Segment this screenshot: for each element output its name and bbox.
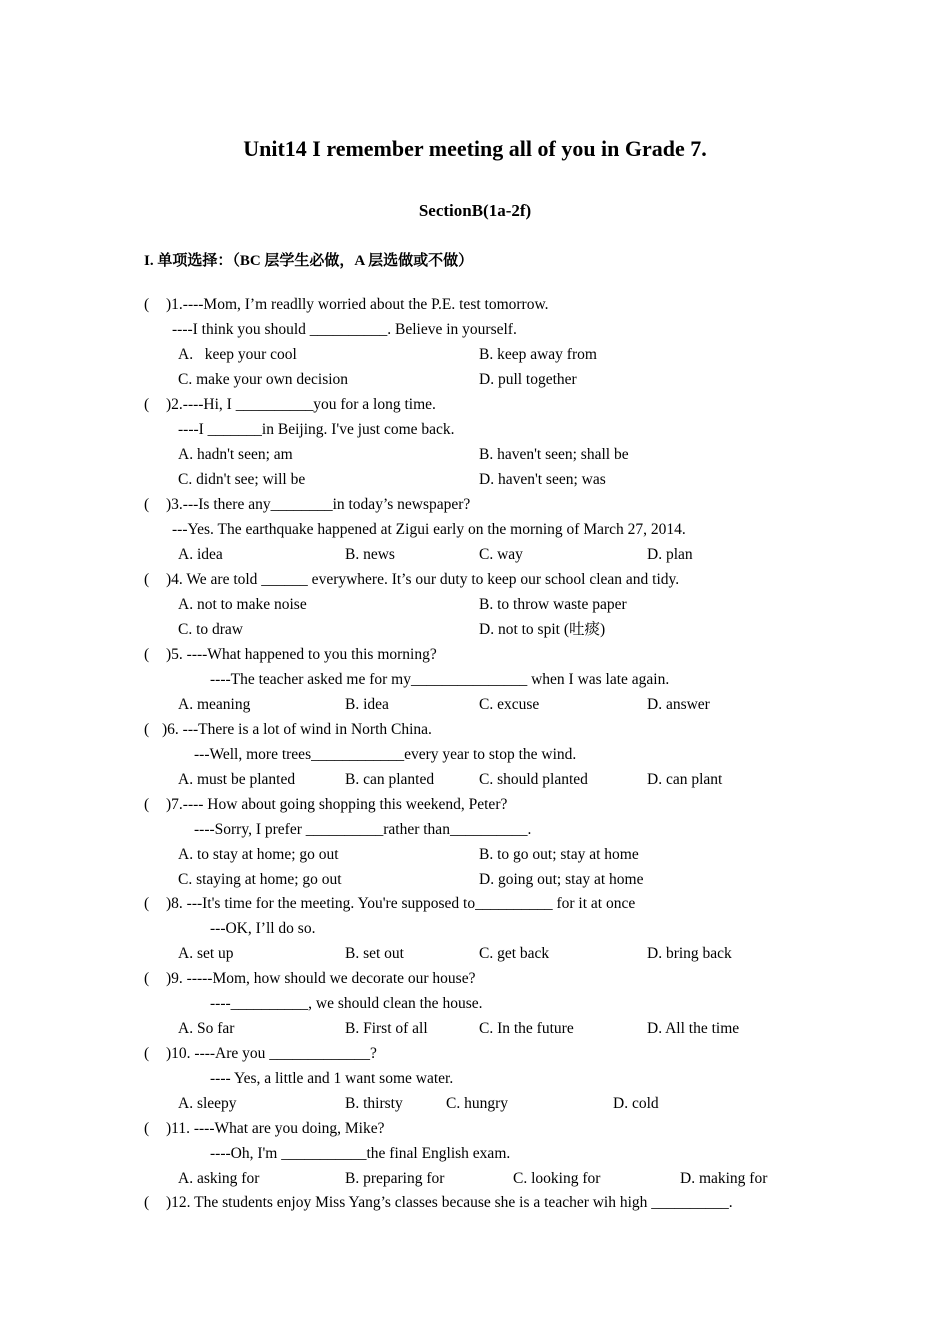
option-a: A. asking for xyxy=(178,1170,260,1187)
option-b: B. keep away from xyxy=(479,346,597,363)
option-b: B. First of all xyxy=(345,1020,428,1037)
option-b: B. can planted xyxy=(345,771,435,788)
answer-blank: ( xyxy=(144,1045,150,1062)
option-d: D. going out; stay at home xyxy=(479,871,644,888)
question-reply: ----I think you should __________. Believe in yourself. xyxy=(172,321,517,338)
answer-blank: ( xyxy=(144,1194,150,1211)
question-stem: )4. We are told ______ everywhere. It’s our duty to keep our school clean and tidy. xyxy=(166,571,680,588)
option-c: C. looking for xyxy=(513,1170,601,1187)
question-stem: )3.---Is there any________in today’s newspaper? xyxy=(166,496,471,513)
answer-blank: ( xyxy=(144,396,150,413)
option-a: A. So far xyxy=(178,1020,235,1037)
option-c: C. didn't see; will be xyxy=(178,471,306,488)
question-stem: )9. -----Mom, how should we decorate our house? xyxy=(166,970,476,987)
question-stem: )1.----Mom, I’m readlly worried about the P.E. test tomorrow. xyxy=(166,296,549,313)
option-a: A. keep your cool xyxy=(178,346,297,363)
question-stem: )11. ----What are you doing, Mike? xyxy=(166,1120,385,1137)
question-reply: ----Oh, I'm ___________the final English exam. xyxy=(210,1145,511,1162)
option-d: D. pull together xyxy=(479,371,577,388)
option-d: D. not to spit (吐痰) xyxy=(479,621,606,638)
option-b: B. set out xyxy=(345,945,404,962)
option-c: C. to draw xyxy=(178,621,244,638)
answer-blank: ( xyxy=(144,895,150,912)
option-d: D. answer xyxy=(647,696,710,713)
question-reply: ----The teacher asked me for my_______________ when I was late again. xyxy=(210,671,670,688)
option-b: B. thirsty xyxy=(345,1095,403,1112)
option-b: B. news xyxy=(345,546,395,563)
option-c: C. In the future xyxy=(479,1020,574,1037)
option-d: D. haven't seen; was xyxy=(479,471,606,488)
option-a: A. set up xyxy=(178,945,234,962)
option-d: D. making for xyxy=(680,1170,768,1187)
option-c: C. make your own decision xyxy=(178,371,349,388)
question-stem: )5. ----What happened to you this morning? xyxy=(166,646,437,663)
question-stem: )7.---- How about going shopping this weekend, Peter? xyxy=(166,796,508,813)
answer-blank: ( xyxy=(144,970,150,987)
answer-blank: ( xyxy=(144,296,150,313)
option-b: B. idea xyxy=(345,696,389,713)
answer-blank: ( xyxy=(144,796,150,813)
question-stem: )6. ---There is a lot of wind in North China. xyxy=(162,721,432,738)
answer-blank: ( xyxy=(144,1120,150,1137)
option-a: A. not to make noise xyxy=(178,596,307,613)
question-reply: ----I _______in Beijing. I've just come back. xyxy=(178,421,455,438)
option-a: A. to stay at home; go out xyxy=(178,846,339,863)
question-reply: ---Yes. The earthquake happened at Zigui early on the morning of March 27, 2014. xyxy=(172,521,686,538)
option-a: A. must be planted xyxy=(178,771,296,788)
question-reply: ----Sorry, I prefer __________rather than__________. xyxy=(194,821,532,838)
option-b: B. haven't seen; shall be xyxy=(479,446,629,463)
question-reply: ---- Yes, a little and 1 want some water. xyxy=(210,1070,454,1087)
answer-blank: ( xyxy=(144,496,150,513)
option-c: C. should planted xyxy=(479,771,588,788)
option-a: A. meaning xyxy=(178,696,251,713)
question-reply: ---OK, I’ll do so. xyxy=(210,920,316,937)
option-b: B. to throw waste paper xyxy=(479,596,627,613)
answer-blank: ( xyxy=(144,571,150,588)
option-d: D. cold xyxy=(613,1095,659,1112)
option-c: C. staying at home; go out xyxy=(178,871,342,888)
answer-blank: ( xyxy=(144,721,150,738)
question-stem: )2.----Hi, I __________you for a long time. xyxy=(166,396,436,413)
option-b: B. preparing for xyxy=(345,1170,445,1187)
answer-blank: ( xyxy=(144,646,150,663)
option-a: A. hadn't seen; am xyxy=(178,446,293,463)
option-d: D. bring back xyxy=(647,945,732,962)
option-d: D. plan xyxy=(647,546,693,563)
option-c: C. hungry xyxy=(446,1095,508,1112)
section-heading: I. 单项选择：（BC 层学生必做，A 层选做或不做） xyxy=(144,253,474,269)
option-d: D. All the time xyxy=(647,1020,740,1037)
section-subtitle: SectionB(1a-2f) xyxy=(418,201,532,220)
option-c: C. excuse xyxy=(479,696,540,713)
question-reply: ----__________, we should clean the house. xyxy=(210,995,483,1012)
question-stem: )10. ----Are you _____________? xyxy=(166,1045,377,1062)
option-b: B. to go out; stay at home xyxy=(479,846,639,863)
option-c: C. way xyxy=(479,546,523,563)
option-a: A. sleepy xyxy=(178,1095,237,1112)
page-title: Unit14 I remember meeting all of you in Grade 7. xyxy=(243,136,707,161)
option-d: D. can plant xyxy=(647,771,723,788)
question-stem: )8. ---It's time for the meeting. You're supposed to__________ for it at once xyxy=(166,895,636,912)
question-reply: ---Well, more trees____________every year to stop the wind. xyxy=(194,746,577,763)
option-c: C. get back xyxy=(479,945,550,962)
question-stem: )12. The students enjoy Miss Yang’s classes because she is a teacher wih high __________. xyxy=(166,1194,733,1211)
option-a: A. idea xyxy=(178,546,223,563)
